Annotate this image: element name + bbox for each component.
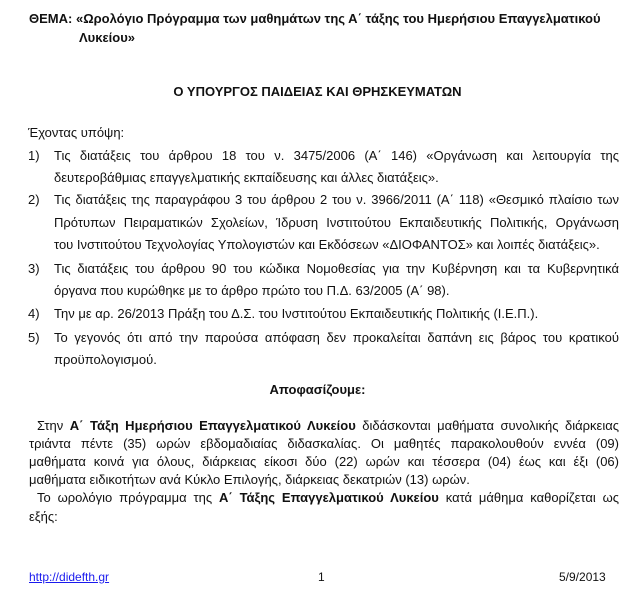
item-text-line: δευτεροβάθμιας επαγγελματικής εκπαίδευσης και άλλες διατάξεις». [54, 170, 439, 185]
subject-title: «Ωρολόγιο Πρόγραμμα των μαθημάτων της Α΄ τάξης του Ημερήσιου Επαγγελματικού [75, 11, 601, 26]
paragraph-line: μαθήματα κοινά για όλους, διάρκειας είκοσι δύο (22) ωρών και τέσσερα (04) έως και έξι (06) [29, 454, 619, 469]
item-number: 1) [28, 148, 40, 163]
item-text-line: Τις διατάξεις του άρθρου 18 του ν. 3475/2006 (Α΄ 146) «Οργάνωση και λειτουργία της [54, 148, 619, 163]
bold-text-run: Α΄ Τάξη Ημερήσιου Επαγγελματικού Λυκείου [69, 418, 356, 433]
item-number: 5) [28, 330, 40, 345]
text-run: Στην [37, 418, 70, 433]
subject-label: ΘΕΜΑ: [29, 11, 73, 26]
footer-date: 5/9/2013 [559, 570, 606, 584]
text-run: Το ωρολόγιο πρόγραμμα της [37, 490, 219, 505]
paragraph-line [37, 418, 619, 433]
paragraph-line: εξής: [29, 509, 58, 524]
text-run: κατά μάθημα καθορίζεται ως [438, 490, 619, 505]
decision-heading: Αποφασίζουμε: [269, 382, 366, 397]
paragraph-line: τριάντα πέντε (35) ωρών εβδομαδιαίας διδασκαλίας. Οι μαθητές παρακολουθούν εννέα (09) [29, 436, 619, 451]
item-number: 2) [28, 192, 40, 207]
subject-title-continued: Λυκείου» [79, 30, 136, 45]
paragraph-line [37, 490, 619, 505]
item-text-line: του Ινστιτούτου Τεχνολογίας Υπολογιστών και Εκδόσεων «ΔΙΟΦΑΝΤΟΣ» και λοιπές διατάξεις». [54, 237, 600, 252]
minister-heading: Ο ΥΠΟΥΡΓΟΣ ΠΑΙΔΕΙΑΣ ΚΑΙ ΘΡΗΣΚΕΥΜΑΤΩΝ [173, 84, 462, 99]
item-text-line: Την με αρ. 26/2013 Πράξη του Δ.Σ. του Ινστιτούτου Εκπαιδευτικής Πολιτικής (Ι.Ε.Π.). [54, 306, 539, 321]
text-run: διδάσκονται μαθήματα συνολικής διάρκειας [355, 418, 619, 433]
bold-text-run: Α΄ Τάξης Επαγγελματικού Λυκείου [219, 490, 439, 505]
item-text-line: Τις διατάξεις του άρθρου 90 του κώδικα Νομοθεσίας για την Κυβέρνηση και τα Κυβερνητικά [54, 261, 619, 276]
item-number: 3) [28, 261, 40, 276]
item-text-line: Το γεγονός ότι από την παρούσα απόφαση δεν προκαλείται δαπάνη εις βάρος του κρατικού [54, 330, 619, 345]
item-text-line: Τις διατάξεις της παραγράφου 3 του άρθρου 2 του ν. 3966/2011 (Α΄ 118) «Θεσμικό πλαίσιο των [54, 192, 619, 207]
considering-intro: Έχοντας υπόψη: [28, 125, 125, 140]
item-text-line: Πρότυπων Πειραματικών Σχολείων, Ίδρυση Ινστιτούτου Εκπαιδευτικής Πολιτικής, Οργάνωση [54, 215, 619, 230]
subject-line [29, 8, 601, 30]
item-number: 4) [28, 306, 40, 321]
paragraph-line: μαθήματα ειδικοτήτων ανά Κύκλο Επιλογής, διάρκειας δεκατριών (13) ωρών. [29, 472, 470, 487]
item-text-line: προϋπολογισμού. [54, 352, 157, 367]
item-text-line: όργανα που κυρώθηκε με το άρθρο πρώτο του Π.Δ. 63/2005 (Α΄ 98). [54, 283, 450, 298]
footer-website-link[interactable]: http://didefth.gr [29, 570, 110, 584]
page-number: 1 [318, 570, 325, 584]
